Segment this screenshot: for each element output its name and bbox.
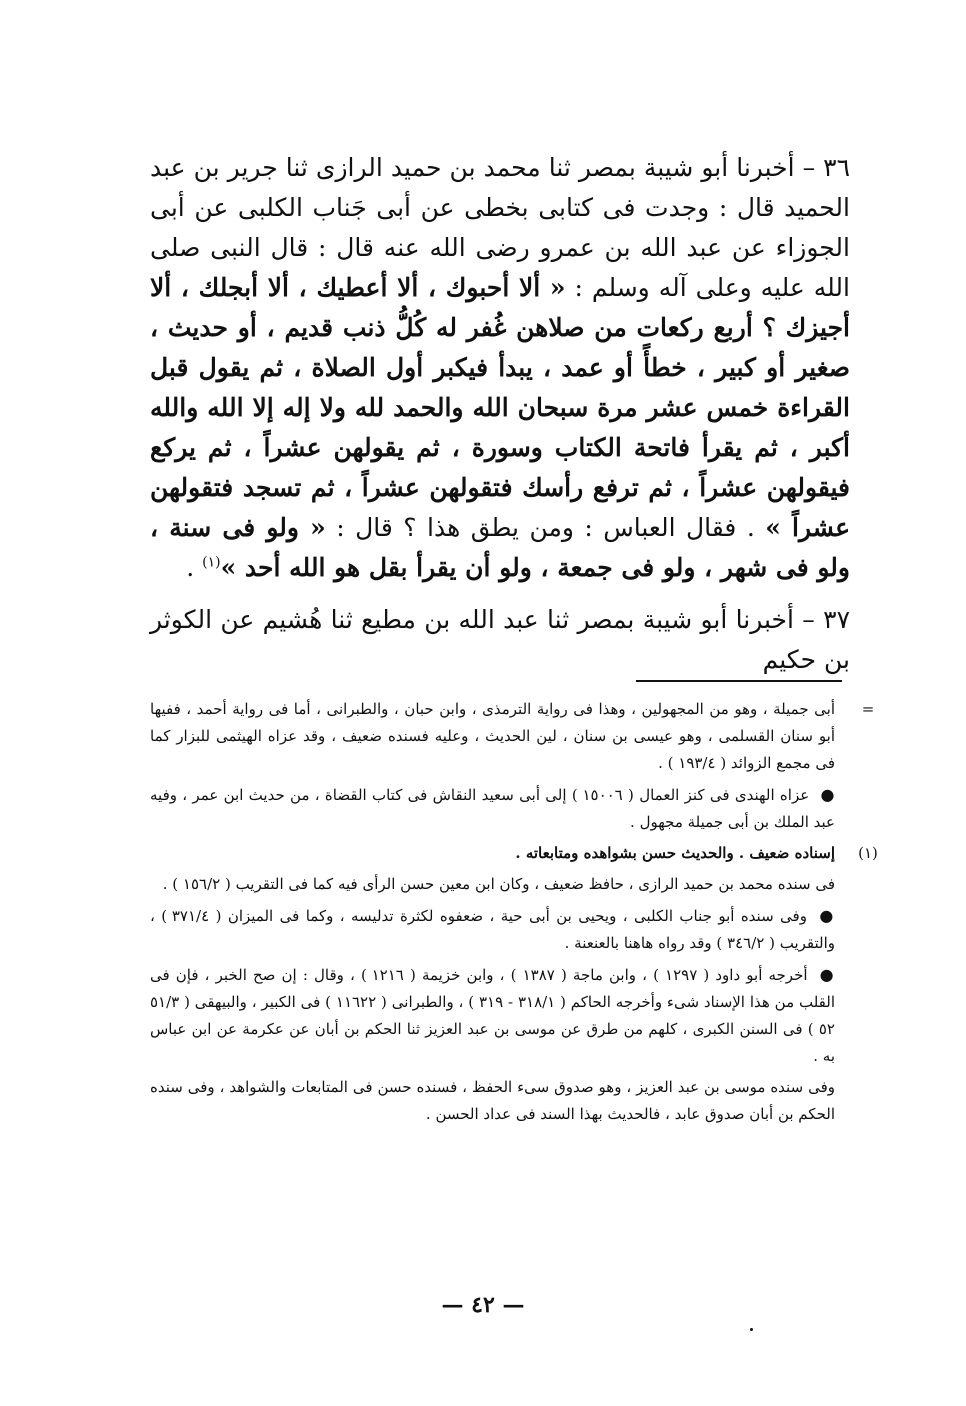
footnote-continuation-text: أبى جميلة ، وهو من المجهولين ، وهذا فى رواية الترمذى ، وابن حبان ، والطبرانى ، أما فى رواية أحمد ، ففيها أبو سنان القسلمى ، وهو عيسى بن سنان ، لين الحديث ، وعليه فسنده ضعيف ، وقد عزاه الهيثمى للبزار كما فى مجمع الزوائد ( ١٩٣/٤ ) . — [150, 700, 835, 772]
continuation-mark: = — [861, 700, 875, 718]
bullet-icon: ● — [819, 906, 835, 925]
footnote-bullet-2-text: وفى سنده أبو جناب الكلبى ، ويحيى بن أبى حية ، ضعفوه لكثرة تدليسه ، وكما فى الميزان ( ٣٧١/٤ ) ، والتقريب ( ٣٤٦/٢ ) وقد رواه هاهنا بالعنعنة . — [150, 907, 835, 952]
bullet-icon: ● — [819, 965, 835, 984]
main-text — [150, 148, 850, 692]
bullet-icon: ● — [820, 785, 835, 804]
footnote-bullet-3-text: أخرجه أبو داود ( ١٢٩٧ ) ، وابن ماجة ( ١٣٨٧ ) ، وابن خزيمة ( ١٢١٦ ) ، وقال : إن صح الخبر ، فإن فى القلب من هذا الإسناد شىء وأخرجه الحاكم ( ٣١٨/١ - ٣١٩ ) ، والطبرانى ( ١١٦٢٢ ) فى الكبير ، والبيهقى ( ٥١/٣ ٥٢ ) فى السنن الكبرى ، كلهم من طرق عن موسى بن عبد العزيز ثنا الحكم بن أبان عن عكرمة عن ابن عباس به . — [150, 966, 835, 1065]
hadith-36-intro: ٣٦ – أخبرنا أبو شيبة بمصر ثنا محمد بن حميد الرازى ثنا جرير بن عبد الحميد قال : وجدت فى كتابى بخطى عن أبى جَناب الكلبى عن أبى الجوزاء عن عبد الله بن عمرو رضى الله عنه قال : قال النبى صلى الله عليه وعلى آله وسلم : — [150, 153, 850, 302]
page-number: — ٤٢ — — [441, 1292, 525, 1318]
footnote-1-para-b: وفى سنده موسى بن عبد العزيز ، وهو صدوق سىء الحفظ ، فسنده حسن فى المتابعات والشواهد ، وفى سنده الحكم بن أبان صدوق عابد ، فالحديث بهذا السند فى عداد الحسن . — [150, 1078, 835, 1123]
footnote-bullet-1-text: عزاه الهندى فى كنز العمال ( ١٥٠٠٦ ) إلى أبى سعيد النقاش فى كتاب القضاة ، من حديث ابن عمر ، وفيه عبد الملك بن أبى جميلة مجهول . — [150, 786, 835, 831]
footnote-bullet-1 — [150, 781, 835, 836]
footnote-ref-1[interactable]: (١) — [202, 554, 221, 571]
footnote-bullet-2 — [150, 902, 835, 957]
hadith-36-abbas: . فقال العباس : ومن يطق هذا ؟ قال : — [325, 513, 766, 542]
footnote-1 — [150, 840, 878, 867]
footnote-1-mark: (١) — [858, 844, 878, 862]
hadith-37: ٣٧ – أخبرنا أبو شيبة بمصر ثنا عبد الله بن مطيع ثنا هُشيم عن الكوثر بن حكيم — [150, 605, 850, 674]
hadith-36-text: « ألا أحبوك ، ألا أعطيك ، ألا أبجلك ، ألا أجيزك ؟ أربع ركعات من صلاهن غُفر له كُلُّ ذنب قديم ، أو حديث ، صغير أو كبير ، خطأً أو عمد ، يبدأ فيكبر أول الصلاة ، ثم يقول قبل القراءة خمس عشر مرة سبحان الله والحمد لله ولا إله إلا الله والله أكبر ، ثم يقرأ فاتحة الكتاب وسورة ، ثم يقولهن عشراً ، ثم يركع فيقولهن عشراً ، ثم ترفع رأسك فتقولهن عشراً ، ثم تسجد فتقولهن عشراً » — [150, 273, 851, 542]
footnote-1-heading: إسناده ضعيف . والحديث حسن بشواهده ومتابعاته . — [515, 844, 835, 862]
footnote-continuation — [150, 696, 875, 777]
footnote-separator — [636, 680, 842, 682]
footnote-bullet-3 — [150, 961, 835, 1070]
footnotes — [150, 696, 878, 1132]
hadith-36-end: . — [186, 553, 203, 582]
hadith-36 — [150, 148, 850, 588]
footnote-1-para-a: فى سنده محمد بن حميد الرازى ، حافظ ضعيف ، وكان ابن معين حسن الرأى فيه كما فى التقريب ( ١٥٦/٢ ) . — [162, 875, 835, 893]
hadith-36-answer: « ولو فى سنة ، ولو فى شهر ، ولو فى جمعة ، ولو أن يقرأ بقل هو الله أحد » — [150, 513, 850, 582]
print-speck — [750, 1328, 753, 1331]
